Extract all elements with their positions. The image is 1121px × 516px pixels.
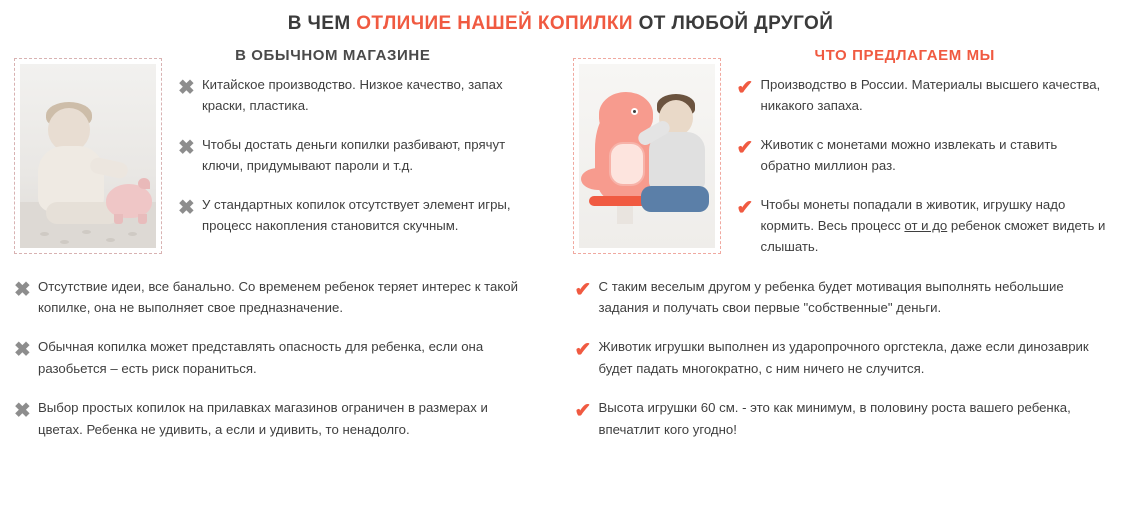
list-item-text: Китайское производство. Низкое качество, запах краски, пластика. xyxy=(202,77,503,114)
cross-icon: ✖ xyxy=(14,278,31,301)
dino-stand-shape xyxy=(617,206,633,224)
list-item xyxy=(178,134,547,177)
coin-shape xyxy=(106,238,115,242)
list-item xyxy=(14,276,533,319)
list-item xyxy=(178,74,547,117)
check-icon: ✔ xyxy=(574,339,592,362)
list-left-bottom xyxy=(14,276,561,458)
coin-shape xyxy=(128,232,137,236)
cross-icon: ✖ xyxy=(178,136,195,159)
coin-shape xyxy=(60,240,69,244)
list-item xyxy=(737,194,1108,258)
list-item-text-a: Чтобы монеты попадали в животик, игрушку надо кормить. Весь процесс xyxy=(760,196,1066,233)
list-item xyxy=(737,134,1108,177)
list-item-text: Чтобы достать деньги копилки разбивают, прячут ключи, придумывают пароли и т.д. xyxy=(202,136,506,174)
list-item-text: Обычная копилка может представлять опасность для ребенка, если она разобьется – есть риск пораниться. xyxy=(38,339,484,376)
column-heading-right: ЧТО ПРЕДЛАГАЕМ МЫ xyxy=(814,47,995,64)
check-icon: ✔ xyxy=(574,400,592,423)
top-block-left xyxy=(14,74,547,254)
page-title xyxy=(0,0,1121,35)
photo-frame-ordinary xyxy=(14,58,162,254)
check-icon: ✔ xyxy=(736,77,754,99)
list-item xyxy=(14,336,533,379)
check-icon: ✔ xyxy=(574,278,592,301)
photo-ordinary-piggy xyxy=(20,64,156,248)
photo-dino-bank xyxy=(579,64,715,248)
list-left-top xyxy=(162,74,547,236)
boy-legs-shape xyxy=(641,186,709,212)
list-item-text-b: ребенок сможет видеть и слышать. xyxy=(760,217,1106,255)
cross-icon: ✖ xyxy=(178,77,195,99)
top-columns xyxy=(0,35,1121,258)
list-item-text: У стандартных копилок отсутствует элемент игры, процесс накопления становится скучным. xyxy=(202,196,511,233)
list-item xyxy=(14,397,533,440)
list-right-bottom xyxy=(561,276,1108,458)
boy-body-shape xyxy=(649,132,705,190)
dino-eye-shape xyxy=(631,108,638,115)
coin-shape xyxy=(40,232,49,236)
list-right-top xyxy=(721,74,1108,258)
page-title-part2: ОТ ЛЮБОЙ ДРУГОЙ xyxy=(632,13,834,34)
list-item-text: Отсутствие идеи, все банально. Со временем ребенок теряет интерес к такой копилке, она не выполняет свое предназначение. xyxy=(38,278,518,315)
check-icon: ✔ xyxy=(736,196,754,219)
list-item-text: Выбор простых копилок на прилавках магазинов ограничен в размерах и цветах. Ребенка не удивить, а если и удивить, то ненадолго. xyxy=(38,400,488,437)
list-item xyxy=(575,397,1108,440)
list-item-text-underlined xyxy=(761,194,1108,258)
column-heading-left: В ОБЫЧНОМ МАГАЗИНЕ xyxy=(235,47,431,64)
column-ordinary-store xyxy=(14,47,561,258)
piggy-leg-shape xyxy=(114,214,123,224)
column-our-offer xyxy=(561,47,1108,258)
cross-icon: ✖ xyxy=(14,400,31,423)
list-item xyxy=(575,276,1108,319)
list-item-text: Высота игрушки 60 см. - это как минимум, в половину роста вашего ребенка, впечатлит кого угодно! xyxy=(598,400,1071,437)
top-block-right xyxy=(573,74,1108,258)
list-item xyxy=(178,194,547,237)
photo-frame-dino xyxy=(573,58,721,254)
list-item-text: С таким веселым другом у ребенка будет мотивация выполнять небольшие задания и получать свои первые "собственные" деньги. xyxy=(598,278,1064,315)
piggy-ear-shape xyxy=(138,178,150,189)
list-item-text: Производство в России. Материалы высшего качества, никакого запаха. xyxy=(760,77,1101,114)
cross-icon: ✖ xyxy=(178,196,195,219)
list-item-text: Животик игрушки выполнен из ударопрочного оргстекла, даже если динозаврик будет падать многократно, с ним ничего не случится. xyxy=(598,339,1089,376)
bottom-columns xyxy=(0,258,1121,458)
coin-shape xyxy=(82,230,91,234)
list-item xyxy=(575,336,1108,379)
cross-icon: ✖ xyxy=(14,339,31,362)
underlined-phrase: от и до xyxy=(904,217,948,233)
check-icon: ✔ xyxy=(736,136,754,159)
page-title-accent: ОТЛИЧИЕ НАШЕЙ КОПИЛКИ xyxy=(356,13,633,34)
list-item-text: Животик с монетами можно извлекать и ставить обратно миллион раз. xyxy=(760,136,1058,174)
page-title-part1: В ЧЕМ xyxy=(287,13,357,34)
list-item xyxy=(737,74,1108,117)
piggy-bank-shape xyxy=(106,184,152,218)
piggy-leg-shape xyxy=(138,214,147,224)
dino-belly-shape xyxy=(609,142,645,186)
